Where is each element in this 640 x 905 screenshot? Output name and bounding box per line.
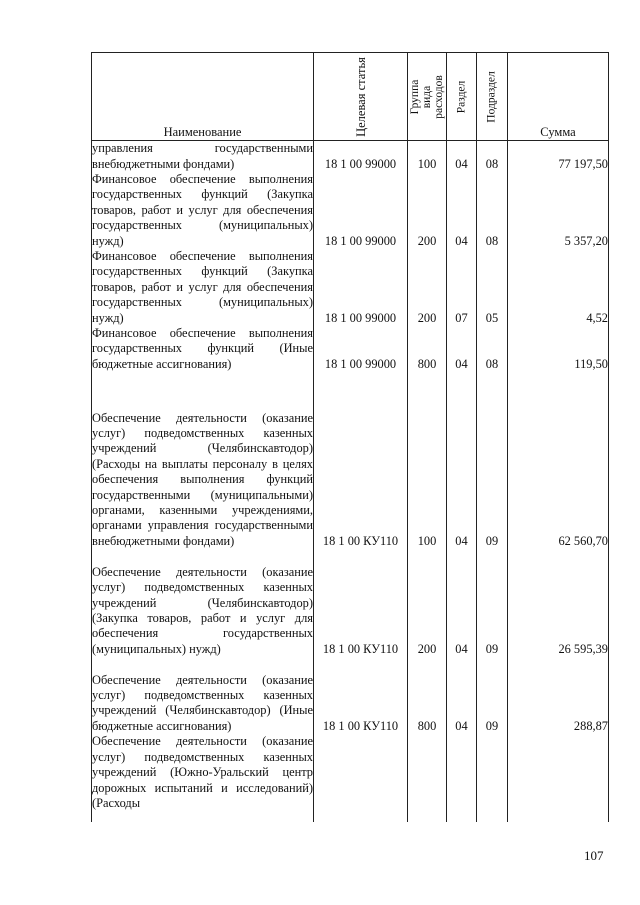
row-subsection — [477, 734, 508, 822]
table-row — [92, 372, 609, 549]
table-header-row — [92, 53, 609, 141]
row-subsection: 08 — [477, 141, 508, 173]
header-name — [92, 53, 314, 141]
row-target: 18 1 00 99000 — [314, 172, 408, 249]
row-subsection: 05 — [477, 249, 508, 326]
row-sum: 288,87 — [508, 657, 609, 734]
header-name-label: Наименование — [163, 125, 242, 139]
row-name: Финансовое обеспечение выполнения государственных функций (Закупка товаров, работ и услуг для обеспечения государственных (муниципальных) нужд) — [92, 249, 313, 325]
table-row — [92, 141, 609, 173]
row-sum: 5 357,20 — [508, 172, 609, 249]
row-name: Обеспечение деятельности (оказание услуг) подведомственных казенных учреждений (Южно-Уральский центр дорожных испытаний и исследований) (Расходы — [92, 734, 314, 822]
row-sum: 119,50 — [508, 326, 609, 372]
table-row — [92, 249, 609, 326]
row-sum: 77 197,50 — [508, 141, 609, 173]
table-row — [92, 326, 609, 372]
header-section-label: Раздел — [455, 80, 468, 113]
row-target — [314, 734, 408, 822]
row-target: 18 1 00 99000 — [314, 249, 408, 326]
row-section: 04 — [447, 372, 477, 549]
row-sum: 4,52 — [508, 249, 609, 326]
row-section: 04 — [447, 657, 477, 734]
row-group: 100 — [408, 372, 447, 549]
row-section: 04 — [447, 549, 477, 657]
table-row — [92, 657, 609, 734]
row-sum: 62 560,70 — [508, 372, 609, 549]
header-section — [447, 53, 477, 141]
header-target — [314, 53, 408, 141]
row-sum: 26 595,39 — [508, 549, 609, 657]
row-name: Обеспечение деятельности (оказание услуг) подведомственных казенных учреждений (Челябинскавтодор) (Закупка товаров, работ и услуг для обеспечения государственных (муниципальных) нужд) — [92, 549, 314, 657]
row-subsection: 09 — [477, 549, 508, 657]
row-section: 04 — [447, 326, 477, 372]
row-name: Финансовое обеспечение выполнения государственных функций (Закупка товаров, работ и услуг для обеспечения государственных (муниципальных) нужд) — [92, 172, 313, 248]
row-name: Обеспечение деятельности (оказание услуг) подведомственных казенных учреждений (Челябинскавтодор) (Расходы на выплаты персоналу в целях обеспечения выполнения функций государственными (муниципальными) органами, казенными учреждениями, органами управления государственными внебюджетными фондами) — [92, 372, 314, 549]
row-section: 04 — [447, 141, 477, 173]
row-target: 18 1 00 КУ110 — [314, 657, 408, 734]
header-subsection — [477, 53, 508, 141]
row-section: 04 — [447, 172, 477, 249]
row-subsection: 09 — [477, 657, 508, 734]
row-group: 100 — [408, 141, 447, 173]
header-subsection-label: Подраздел — [486, 70, 498, 123]
row-name: Обеспечение деятельности (оказание услуг) подведомственных казенных учреждений (Челябинскавтодор) (Иные бюджетные ассигнования) — [92, 657, 314, 734]
row-group: 200 — [408, 172, 447, 249]
row-group — [408, 734, 447, 822]
page-number: 107 — [584, 848, 604, 863]
row-group: 800 — [408, 657, 447, 734]
row-target: 18 1 00 99000 — [314, 141, 408, 173]
row-group: 800 — [408, 326, 447, 372]
row-name: Финансовое обеспечение выполнения государственных функций (Иные бюджетные ассигнования) — [92, 326, 313, 371]
table-row — [92, 172, 609, 249]
header-sum — [508, 53, 609, 141]
row-group: 200 — [408, 249, 447, 326]
row-section: 07 — [447, 249, 477, 326]
header-group — [408, 53, 447, 141]
row-name: управления государственными внебюджетными фондами) — [92, 141, 313, 171]
row-target: 18 1 00 КУ110 — [314, 549, 408, 657]
header-target-label: Целевая статья — [353, 56, 368, 137]
row-target: 18 1 00 99000 — [314, 326, 408, 372]
row-target: 18 1 00 КУ110 — [314, 372, 408, 549]
header-sum-label: Сумма — [540, 125, 576, 139]
row-section — [447, 734, 477, 822]
row-subsection: 08 — [477, 326, 508, 372]
budget-table — [91, 52, 609, 822]
row-subsection: 08 — [477, 172, 508, 249]
table-row — [92, 734, 609, 822]
row-subsection: 09 — [477, 372, 508, 549]
row-sum — [508, 734, 609, 822]
header-group-label: Группа вида расходов — [409, 74, 445, 119]
table-row — [92, 549, 609, 657]
row-group: 200 — [408, 549, 447, 657]
